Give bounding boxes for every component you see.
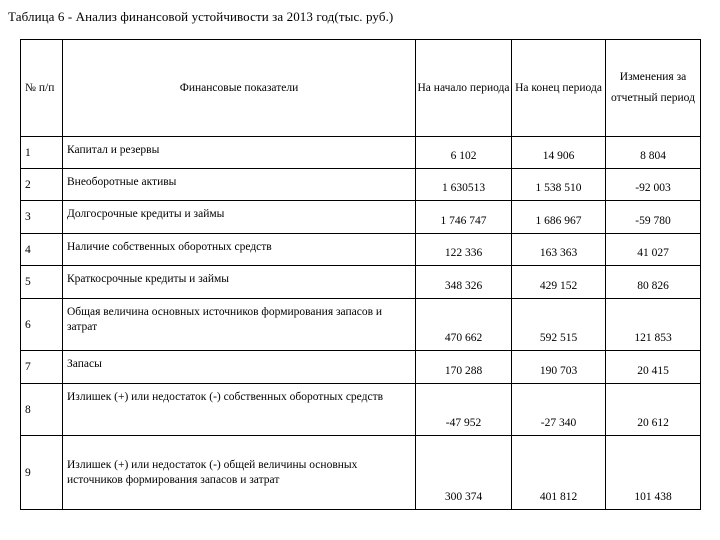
header-period-start: На начало периода: [416, 40, 512, 137]
row-num: 1: [21, 137, 63, 169]
row-end-value: 1 686 967: [512, 201, 606, 234]
row-name: Наличие собственных оборотных средств: [63, 234, 416, 266]
row-end-value: 429 152: [512, 266, 606, 299]
row-name: Общая величина основных источников формирования запасов и затрат: [63, 299, 416, 351]
row-change-value: 20 415: [606, 351, 701, 384]
row-start-value: 1 630513: [416, 169, 512, 201]
table-row: [21, 351, 701, 384]
row-num: 4: [21, 234, 63, 266]
row-end-value: 1 538 510: [512, 169, 606, 201]
row-num: 3: [21, 201, 63, 234]
table-row: [21, 299, 701, 351]
row-start-value: 1 746 747: [416, 201, 512, 234]
row-start-value: 300 374: [416, 436, 512, 510]
table-row: [21, 137, 701, 169]
row-change-value: 20 612: [606, 384, 701, 436]
row-end-value: 190 703: [512, 351, 606, 384]
header-indicators: Финансовые показатели: [63, 40, 416, 137]
header-num: № п/п: [21, 40, 63, 137]
row-start-value: 6 102: [416, 137, 512, 169]
row-num: 9: [21, 436, 63, 510]
row-num: 2: [21, 169, 63, 201]
header-period-change: Изменения за отчетный период: [606, 40, 701, 137]
row-end-value: 401 812: [512, 436, 606, 510]
table-row: [21, 436, 701, 510]
table-title: Таблица 6 - Анализ финансовой устойчивости за 2013 год(тыс. руб.): [8, 9, 394, 24]
row-end-value: 14 906: [512, 137, 606, 169]
row-name: Излишек (+) или недостаток (-) общей величины основных источников формирования запасов и затрат: [63, 436, 416, 510]
table-row: [21, 266, 701, 299]
row-change-value: -59 780: [606, 201, 701, 234]
header-row: [21, 40, 701, 137]
table-row: [21, 201, 701, 234]
row-name: Запасы: [63, 351, 416, 384]
row-num: 6: [21, 299, 63, 351]
row-num: 7: [21, 351, 63, 384]
header-period-end: На конец периода: [512, 40, 606, 137]
row-num: 5: [21, 266, 63, 299]
row-change-value: 41 027: [606, 234, 701, 266]
row-start-value: -47 952: [416, 384, 512, 436]
table-row: [21, 234, 701, 266]
table-row: [21, 169, 701, 201]
row-start-value: 170 288: [416, 351, 512, 384]
row-change-value: 101 438: [606, 436, 701, 510]
row-change-value: 121 853: [606, 299, 701, 351]
row-change-value: 8 804: [606, 137, 701, 169]
row-end-value: -27 340: [512, 384, 606, 436]
row-start-value: 122 336: [416, 234, 512, 266]
row-end-value: 592 515: [512, 299, 606, 351]
row-start-value: 348 326: [416, 266, 512, 299]
row-name: Краткосрочные кредиты и займы: [63, 266, 416, 299]
financial-stability-table: [20, 39, 701, 510]
row-name: Долгосрочные кредиты и займы: [63, 201, 416, 234]
row-start-value: 470 662: [416, 299, 512, 351]
table-row: [21, 384, 701, 436]
row-name: Излишек (+) или недостаток (-) собственных оборотных средств: [63, 384, 416, 436]
row-num: 8: [21, 384, 63, 436]
row-change-value: 80 826: [606, 266, 701, 299]
row-change-value: -92 003: [606, 169, 701, 201]
row-name: Внеоборотные активы: [63, 169, 416, 201]
row-end-value: 163 363: [512, 234, 606, 266]
row-name: Капитал и резервы: [63, 137, 416, 169]
